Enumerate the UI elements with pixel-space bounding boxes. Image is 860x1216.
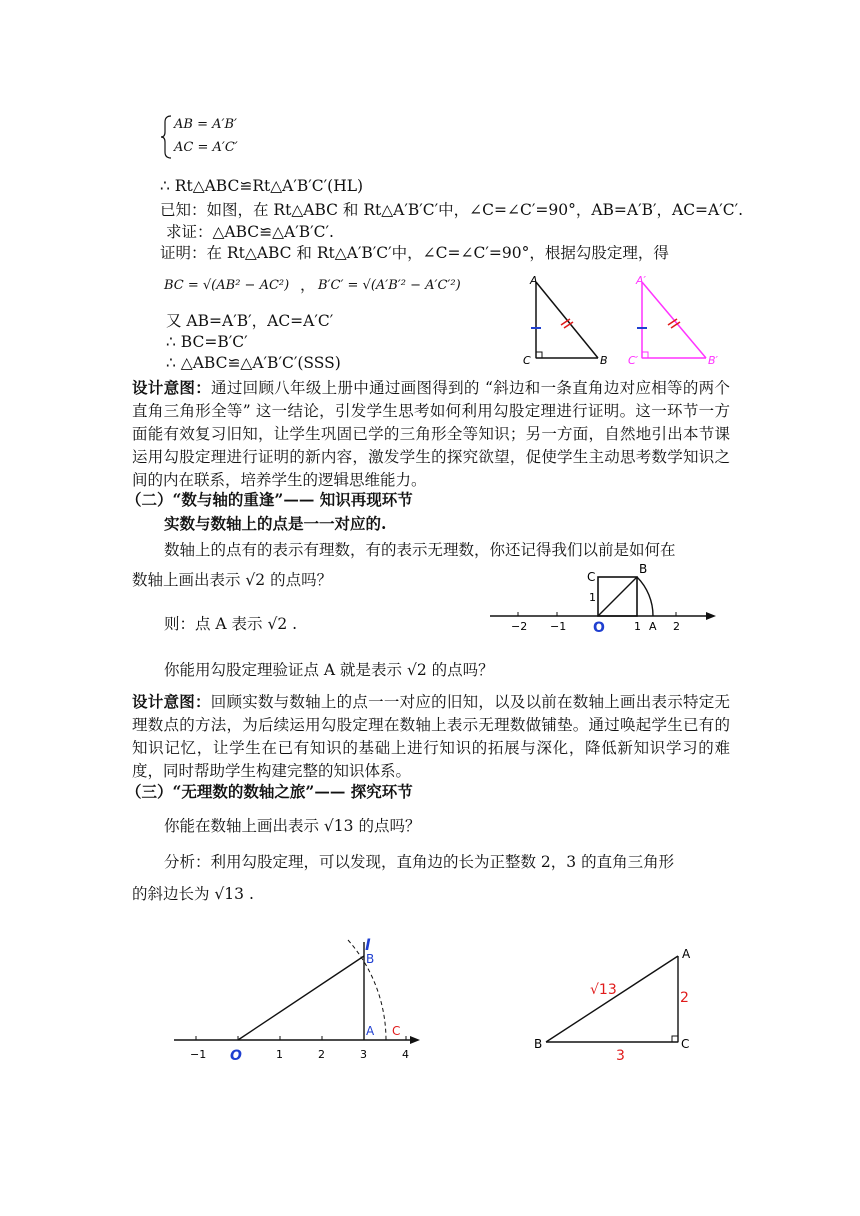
given-line: 已知：如图，在 Rt△ABC 和 Rt△A′B′C′中，∠C=∠C′=90°，AB=A′B′，AC=A′C′. (160, 201, 744, 219)
formula-bpcp: B′C′ = √(A′B′² − A′C′²) (318, 278, 461, 293)
tick-2: 2 (318, 1048, 325, 1061)
vertex-a: A (682, 947, 691, 961)
vertical-leg-label: 2 (680, 990, 689, 1006)
design-intent-label-2: 设计意图： (132, 692, 211, 711)
formula-bc: BC = √(AB² − AC²) (164, 278, 290, 293)
point-c-label: C (587, 570, 596, 584)
also-line: 又 AB=A′B′，AC=A′C′ (166, 312, 334, 330)
tick-neg1: −1 (550, 620, 567, 633)
point-a-label: A (649, 620, 657, 633)
tick-3: 3 (360, 1048, 367, 1061)
tick-neg2: −2 (511, 620, 528, 633)
point-a-label: A (366, 1024, 375, 1038)
tick-2: 2 (673, 620, 680, 633)
brace-icon (160, 114, 174, 160)
tick-origin: O (230, 1048, 242, 1064)
design-intent-2 (132, 690, 730, 783)
section-2-bold-line: 实数与数轴上的点是一一对应的. (164, 514, 387, 533)
bc-equal-line: ∴ BC=B′C′ (166, 333, 248, 351)
sqrt13-number-line-figure (170, 936, 430, 1066)
vertex-b: B (534, 1037, 543, 1051)
section-2-question-a: 数轴上的点有的表示有理数，有的表示无理数，你还记得我们以前是如何在 (164, 541, 676, 559)
right-triangle-sqrt13-figure (532, 944, 702, 1064)
conclusion-hl: ∴ Rt△ABC≌Rt△A′B′C′(HL) (160, 177, 364, 195)
section-3-analysis-b: 的斜边长为 √13 . (132, 885, 254, 903)
tick-4: 4 (402, 1048, 409, 1061)
point-c-label: C (392, 1024, 401, 1038)
sss-line: ∴ △ABC≌△A′B′C′(SSS) (166, 354, 341, 372)
section-2-question-b: 数轴上画出表示 √2 的点吗？ (132, 571, 333, 589)
design-intent-1 (132, 376, 730, 492)
horizontal-leg-label: 3 (616, 1048, 625, 1064)
section-3-question: 你能在数轴上画出表示 √13 的点吗？ (164, 817, 421, 835)
tick-1: 1 (634, 620, 641, 633)
point-b-label: B (639, 562, 648, 576)
prove-line: 求证：△ABC≌△A′B′C′. (166, 223, 334, 241)
vertex-ap: A′ (636, 274, 647, 287)
section-2-heading: （二）“数与轴的重逢”—— 知识再现环节 (126, 490, 413, 509)
section-2-question-2: 你能用勾股定理验证点 A 就是表示 √2 的点吗？ (164, 661, 494, 679)
triangle-apbpcp-figure (622, 270, 722, 370)
vertex-a: A (530, 274, 538, 287)
tick-1: 1 (276, 1048, 283, 1061)
vertex-c: C (681, 1037, 690, 1051)
design-intent-text: 通过回顾八年级上册中通过画图得到的 “斜边和一条直角边对应相等的两个直角三角形全等” 这一结论，引发学生思考如何利用勾股定理进行证明。这一环节一方面能有效复习旧知，让学生巩固已学的三角形全等知识；另一方面，自然地引出本节课运用勾股定理进行证明的新内容，激发学生的探究欲望，促使学生主动思考数学知识之间的内在联系，培养学生的逻辑思维能力。 (132, 379, 730, 489)
vertex-bp: B′ (708, 354, 719, 367)
eq-ab: AB = A′B′ (174, 117, 237, 132)
tick-origin: O (593, 620, 605, 636)
vertex-cp: C′ (628, 354, 639, 367)
section-3-heading: （三）“无理数的数轴之旅”—— 探究环节 (126, 782, 413, 801)
triangle-abc-figure (518, 270, 618, 370)
eq-ac: AC = A′C′ (174, 140, 238, 155)
vertex-c: C (523, 354, 531, 367)
section-3-analysis-a: 分析：利用勾股定理，可以发现，直角边的长为正整数 2，3 的直角三角形 (164, 853, 675, 871)
proof-line: 证明：在 Rt△ABC 和 Rt△A′B′C′中，∠C=∠C′=90°，根据勾股定理，得 (160, 244, 669, 262)
design-intent-label: 设计意图： (132, 378, 212, 397)
sqrt2-number-line-figure (488, 560, 720, 640)
equation-system (160, 112, 250, 162)
line-l-label: l (365, 936, 371, 954)
point-b-label: B (366, 952, 375, 966)
tick-neg1: −1 (190, 1048, 207, 1061)
vertex-b: B (600, 354, 608, 367)
side-one-label: 1 (589, 591, 596, 604)
hypotenuse-label: √13 (590, 982, 617, 998)
formula-separator: ， (300, 276, 316, 294)
section-2-then: 则：点 A 表示 √2 . (164, 615, 298, 633)
design-intent-text-2: 回顾实数与数轴上的点一一对应的旧知，以及以前在数轴上画出表示特定无理数点的方法，为后续运用勾股定理在数轴上表示无理数做铺垫。通过唤起学生已有的知识记忆，让学生在已有知识的基础上进行知识的拓展与深化，降低新知识学习的难度，同时帮助学生构建完整的知识体系。 (132, 693, 730, 780)
